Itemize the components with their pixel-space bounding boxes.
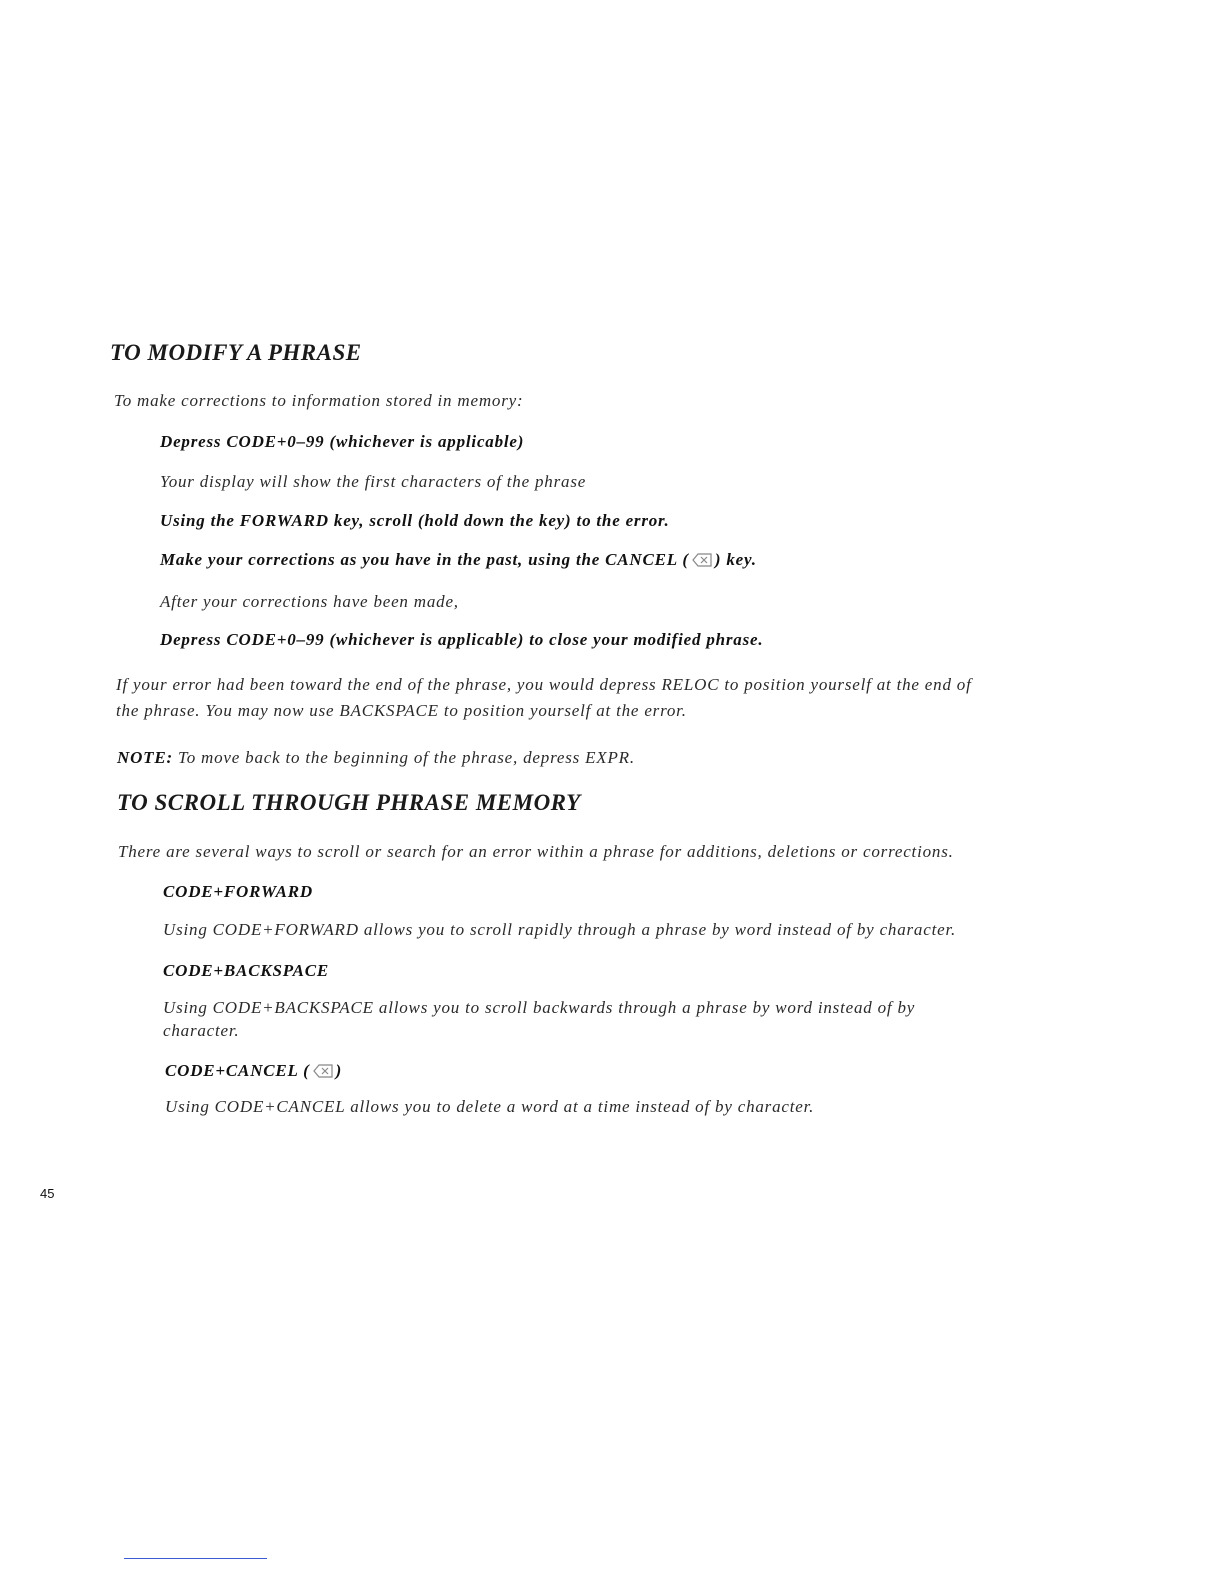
scroll-item-cancel-text: Using CODE+CANCEL allows you to delete a word at a time instead of by character. (165, 1097, 815, 1116)
section-heading-modify-phrase: TO MODIFY A PHRASE (110, 340, 362, 365)
scroll-item-backspace-title: CODE+BACKSPACE (163, 961, 330, 980)
modify-step-depress-code: Depress CODE+0–99 (whichever is applicable) (160, 432, 525, 451)
modify-paragraph-line2: the phrase. You may now use BACKSPACE to position yourself at the error. (116, 701, 687, 720)
modify-step-close: Depress CODE+0–99 (whichever is applicable) to close your modified phrase. (160, 630, 764, 649)
scroll-intro: There are several ways to scroll or search for an error within a phrase for additions, deletions or corrections. (118, 842, 954, 861)
scroll-item-cancel-title-tail: ) (335, 1061, 343, 1080)
delete-key-icon (313, 1063, 333, 1083)
scroll-item-forward-title: CODE+FORWARD (163, 882, 313, 901)
scroll-item-cancel-title (165, 1061, 342, 1083)
scroll-item-forward-text: Using CODE+FORWARD allows you to scroll rapidly through a phrase by word instead of by character. (163, 920, 957, 939)
scroll-item-backspace-text-line1: Using CODE+BACKSPACE allows you to scroll backwards through a phrase by word instead of by (163, 998, 916, 1017)
modify-step-corrections-text: Make your corrections as you have in the past, using the CANCEL ( (160, 550, 689, 569)
modify-step-after: After your corrections have been made, (160, 592, 459, 611)
section-heading-scroll-memory: TO SCROLL THROUGH PHRASE MEMORY (117, 790, 581, 815)
modify-intro: To make corrections to information stored in memory: (114, 391, 524, 410)
footer-rule (124, 1558, 267, 1559)
modify-note (117, 748, 635, 768)
note-label: NOTE: (117, 748, 173, 767)
modify-step-forward: Using the FORWARD key, scroll (hold down the key) to the error. (160, 511, 670, 530)
modify-step-corrections-tail: ) key. (714, 550, 757, 569)
scroll-item-cancel-title-text: CODE+CANCEL ( (165, 1061, 310, 1080)
page-number: 45 (40, 1186, 55, 1201)
modify-step-display: Your display will show the first characters of the phrase (160, 472, 587, 491)
modify-step-corrections (160, 550, 757, 572)
scroll-item-backspace-text-line2: character. (163, 1021, 240, 1040)
note-text: To move back to the beginning of the phrase, depress EXPR. (178, 748, 635, 767)
modify-paragraph-line1: If your error had been toward the end of the phrase, you would depress RELOC to position yourself at the end of (116, 675, 972, 694)
delete-key-icon (692, 552, 712, 572)
